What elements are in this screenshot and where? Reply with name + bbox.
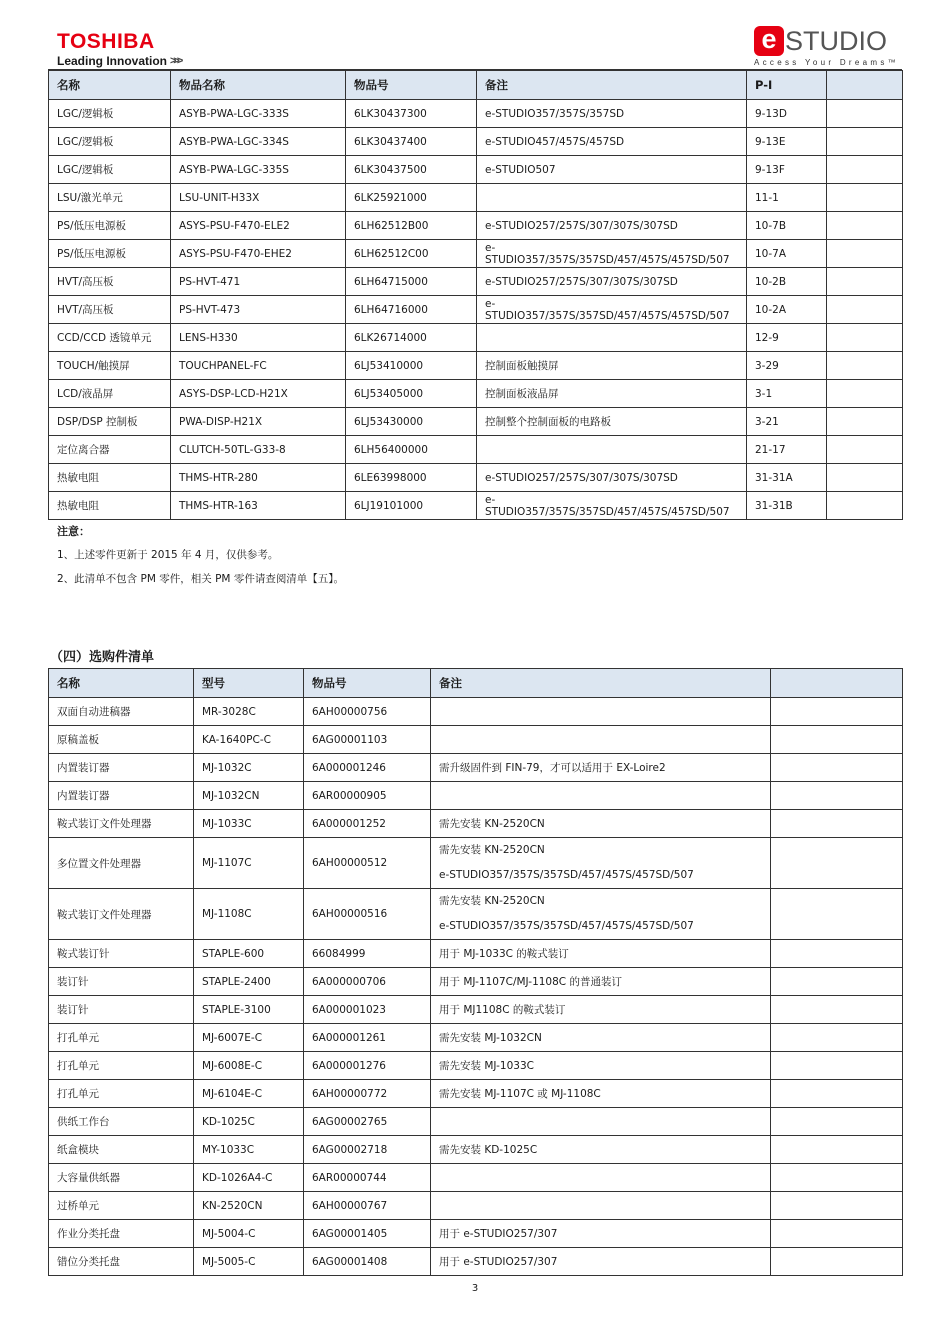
table-cell: 6AG00002765 <box>304 1108 431 1136</box>
remark-line: e-STUDIO357/357S/357SD/457/457S/457SD/507 <box>439 869 694 881</box>
remark-line: 用于 MJ1108C 的鞍式装订 <box>439 1004 566 1016</box>
remarks-cell <box>431 782 771 810</box>
table-row <box>49 1052 903 1080</box>
empty-cell <box>771 889 903 940</box>
empty-cell <box>771 1164 903 1192</box>
table-cell: ASYS-PSU-F470-ELE2 <box>171 212 346 240</box>
table-cell: ASYS-DSP-LCD-H21X <box>171 380 346 408</box>
table-cell: 定位离合器 <box>49 436 171 464</box>
table-cell: 3-1 <box>747 380 827 408</box>
table-cell: 21-17 <box>747 436 827 464</box>
note-line-1: 1、上述零件更新于 2015 年 4 月，仅供参考。 <box>57 549 279 561</box>
remarks-cell <box>431 1136 771 1164</box>
table-cell: e-STUDIO257/257S/307/307S/307SD <box>477 212 747 240</box>
remark-line: 需升级固件到 FIN-79，才可以适用于 EX-Loire2 <box>439 762 666 774</box>
table-row <box>49 464 903 492</box>
table-row <box>49 100 903 128</box>
options-section-title: （四）选购件清单 <box>50 650 155 665</box>
table-cell: LENS-H330 <box>171 324 346 352</box>
remarks-cell <box>431 1164 771 1192</box>
remark-line: 需先安装 MJ-1033C <box>439 1060 534 1072</box>
empty-cell <box>771 698 903 726</box>
table-cell: 6AG00001408 <box>304 1248 431 1276</box>
table-cell: 6LJ53430000 <box>346 408 477 436</box>
table-cell: 控制面板触摸屏 <box>477 352 747 380</box>
table-cell: 大容量供纸器 <box>49 1164 194 1192</box>
table-cell: 作业分类托盘 <box>49 1220 194 1248</box>
remark-line: e-STUDIO357/357S/357SD/457/457S/457SD/507 <box>439 920 694 932</box>
table-cell: TOUCH/触摸屏 <box>49 352 171 380</box>
table-cell: e-STUDIO507 <box>477 156 747 184</box>
remark-line: 需先安装 MJ-1107C 或 MJ-1108C <box>439 1088 601 1100</box>
remark-line: 用于 e-STUDIO257/307 <box>439 1256 558 1268</box>
table-row <box>49 184 903 212</box>
remarks-cell <box>431 996 771 1024</box>
notes-block <box>57 523 344 591</box>
table-cell <box>827 352 903 380</box>
remarks-cell <box>431 726 771 754</box>
remark-line: 需先安装 KN-2520CN <box>439 895 545 907</box>
table-cell: HVT/高压板 <box>49 296 171 324</box>
table-cell: 6A000001023 <box>304 996 431 1024</box>
estudio-wordmark: STUDIO <box>785 26 888 56</box>
table-cell: 鞍式装订针 <box>49 940 194 968</box>
empty-cell <box>771 810 903 838</box>
empty-cell <box>771 940 903 968</box>
remarks-cell <box>431 754 771 782</box>
table-cell: 12-9 <box>747 324 827 352</box>
table-cell: 过桥单元 <box>49 1192 194 1220</box>
table-row <box>49 968 903 996</box>
table-cell: 错位分类托盘 <box>49 1248 194 1276</box>
table-cell: CLUTCH-50TL-G33-8 <box>171 436 346 464</box>
table-row <box>49 754 903 782</box>
empty-cell <box>771 996 903 1024</box>
table-row <box>49 940 903 968</box>
options-col-header <box>771 669 903 698</box>
table-cell: 6AH00000512 <box>304 838 431 889</box>
table-cell: MJ-6007E-C <box>194 1024 304 1052</box>
table-cell: e-STUDIO357/357S/357SD/457/457S/457SD/507 <box>477 492 747 520</box>
table-cell: 鞍式装订文件处理器 <box>49 810 194 838</box>
table-row <box>49 1248 903 1276</box>
table-cell: 6A000001261 <box>304 1024 431 1052</box>
table-cell <box>827 492 903 520</box>
remarks-cell <box>431 838 771 889</box>
remarks-cell <box>431 1024 771 1052</box>
table-cell: ASYS-PSU-F470-EHE2 <box>171 240 346 268</box>
table-cell: LGC/逻辑板 <box>49 100 171 128</box>
parts-col-header <box>827 71 903 100</box>
table-cell: 6LK26714000 <box>346 324 477 352</box>
remarks-cell <box>431 1220 771 1248</box>
empty-cell <box>771 1080 903 1108</box>
remarks-cell <box>431 1108 771 1136</box>
table-cell: 6LH64715000 <box>346 268 477 296</box>
table-cell: 6AH00000516 <box>304 889 431 940</box>
table-cell: MR-3028C <box>194 698 304 726</box>
table-cell <box>827 268 903 296</box>
table-cell: PS-HVT-471 <box>171 268 346 296</box>
empty-cell <box>771 1220 903 1248</box>
remark-line: 需先安装 KN-2520CN <box>439 818 545 830</box>
table-row <box>49 782 903 810</box>
table-cell: MJ-1108C <box>194 889 304 940</box>
empty-cell <box>771 754 903 782</box>
table-cell: 6LH56400000 <box>346 436 477 464</box>
table-cell: e-STUDIO357/357S/357SD <box>477 100 747 128</box>
remark-line: 需先安装 KN-2520CN <box>439 844 545 856</box>
table-cell: MJ-5004-C <box>194 1220 304 1248</box>
table-cell: 3-29 <box>747 352 827 380</box>
table-cell: MJ-1032CN <box>194 782 304 810</box>
table-cell <box>477 436 747 464</box>
remarks-cell <box>431 1052 771 1080</box>
table-cell: TOUCHPANEL-FC <box>171 352 346 380</box>
table-cell <box>827 436 903 464</box>
table-cell: 6LJ19101000 <box>346 492 477 520</box>
table-cell: MJ-6104E-C <box>194 1080 304 1108</box>
table-cell: 打孔单元 <box>49 1024 194 1052</box>
remarks-cell <box>431 810 771 838</box>
table-cell: MJ-5005-C <box>194 1248 304 1276</box>
table-cell: 内置装订器 <box>49 782 194 810</box>
table-cell: 3-21 <box>747 408 827 436</box>
table-cell: 11-1 <box>747 184 827 212</box>
table-cell: HVT/高压板 <box>49 268 171 296</box>
table-cell: 10-7A <box>747 240 827 268</box>
table-cell: 纸盒模块 <box>49 1136 194 1164</box>
table-cell <box>827 128 903 156</box>
table-row <box>49 240 903 268</box>
remarks-cell <box>431 1080 771 1108</box>
table-cell: 6LH64716000 <box>346 296 477 324</box>
options-table <box>48 668 903 1276</box>
estudio-e-badge: e <box>754 26 784 56</box>
table-cell: 6AG00002718 <box>304 1136 431 1164</box>
table-cell: PS/低压电源板 <box>49 212 171 240</box>
table-cell: 6LE63998000 <box>346 464 477 492</box>
table-cell <box>827 212 903 240</box>
table-cell <box>827 408 903 436</box>
page-header <box>0 0 950 72</box>
parts-col-header: 物品名称 <box>171 71 346 100</box>
table-row <box>49 408 903 436</box>
table-row <box>49 838 903 889</box>
table-cell: e-STUDIO257/257S/307/307S/307SD <box>477 464 747 492</box>
parts-col-header: 名称 <box>49 71 171 100</box>
remark-line: 需先安装 KD-1025C <box>439 1144 538 1156</box>
table-cell: 6LH62512B00 <box>346 212 477 240</box>
remarks-cell <box>431 1192 771 1220</box>
table-row <box>49 492 903 520</box>
table-row <box>49 1136 903 1164</box>
table-cell <box>827 100 903 128</box>
table-cell: 6AG00001103 <box>304 726 431 754</box>
options-col-header: 物品号 <box>304 669 431 698</box>
remarks-cell <box>431 1248 771 1276</box>
table-row <box>49 1164 903 1192</box>
table-row <box>49 1192 903 1220</box>
chevron-arrows-icon: >>> <box>170 55 181 67</box>
table-cell: 10-7B <box>747 212 827 240</box>
table-cell: 装订针 <box>49 968 194 996</box>
empty-cell <box>771 1248 903 1276</box>
table-cell: 供纸工作台 <box>49 1108 194 1136</box>
table-cell: 打孔单元 <box>49 1052 194 1080</box>
toshiba-logo <box>57 31 180 68</box>
table-cell: 6LK30437400 <box>346 128 477 156</box>
table-cell: KN-2520CN <box>194 1192 304 1220</box>
table-cell <box>827 240 903 268</box>
table-cell: CCD/CCD 透镜单元 <box>49 324 171 352</box>
table-cell: MJ-1107C <box>194 838 304 889</box>
empty-cell <box>771 1108 903 1136</box>
table-row <box>49 1220 903 1248</box>
table-cell: e-STUDIO457/457S/457SD <box>477 128 747 156</box>
table-cell: 装订针 <box>49 996 194 1024</box>
remark-line: 用于 e-STUDIO257/307 <box>439 1228 558 1240</box>
remark-line: 用于 MJ-1107C/MJ-1108C 的普通装订 <box>439 976 622 988</box>
table-row <box>49 1080 903 1108</box>
table-cell: e-STUDIO357/357S/357SD/457/457S/457SD/507 <box>477 240 747 268</box>
table-cell: LSU-UNIT-H33X <box>171 184 346 212</box>
empty-cell <box>771 1024 903 1052</box>
table-cell: 6AH00000772 <box>304 1080 431 1108</box>
table-row <box>49 296 903 324</box>
parts-table-header <box>49 71 903 100</box>
table-cell: 热敏电阻 <box>49 464 171 492</box>
table-cell: 6AH00000756 <box>304 698 431 726</box>
remarks-cell <box>431 968 771 996</box>
table-cell: THMS-HTR-280 <box>171 464 346 492</box>
table-cell: MY-1033C <box>194 1136 304 1164</box>
table-cell: e-STUDIO257/257S/307/307S/307SD <box>477 268 747 296</box>
table-cell: STAPLE-600 <box>194 940 304 968</box>
table-cell: LGC/逻辑板 <box>49 128 171 156</box>
table-cell: 6LK25921000 <box>346 184 477 212</box>
parts-col-header: P-I <box>747 71 827 100</box>
table-row <box>49 996 903 1024</box>
table-cell: 6A000001276 <box>304 1052 431 1080</box>
table-row <box>49 352 903 380</box>
options-col-header: 名称 <box>49 669 194 698</box>
parts-col-header: 物品号 <box>346 71 477 100</box>
table-row <box>49 1108 903 1136</box>
table-cell: 31-31B <box>747 492 827 520</box>
table-cell <box>827 324 903 352</box>
empty-cell <box>771 782 903 810</box>
table-cell: 9-13F <box>747 156 827 184</box>
table-cell: LGC/逻辑板 <box>49 156 171 184</box>
table-cell: 10-2A <box>747 296 827 324</box>
options-table-body <box>49 698 903 1276</box>
table-row <box>49 436 903 464</box>
table-cell: 6AG00001405 <box>304 1220 431 1248</box>
parts-table <box>48 70 903 520</box>
table-cell: 控制整个控制面板的电路板 <box>477 408 747 436</box>
table-cell: 控制面板液晶屏 <box>477 380 747 408</box>
table-cell: 6AR00000744 <box>304 1164 431 1192</box>
empty-cell <box>771 968 903 996</box>
empty-cell <box>771 838 903 889</box>
table-cell: PWA-DISP-H21X <box>171 408 346 436</box>
table-cell: 10-2B <box>747 268 827 296</box>
table-row <box>49 889 903 940</box>
table-cell: 66084999 <box>304 940 431 968</box>
table-cell: 6LH62512C00 <box>346 240 477 268</box>
table-cell <box>477 324 747 352</box>
table-cell: 31-31A <box>747 464 827 492</box>
table-cell: LSU/激光单元 <box>49 184 171 212</box>
options-col-header: 型号 <box>194 669 304 698</box>
table-row <box>49 156 903 184</box>
table-row <box>49 1024 903 1052</box>
table-cell: 内置装订器 <box>49 754 194 782</box>
table-cell: KD-1025C <box>194 1108 304 1136</box>
table-cell: 6LJ53410000 <box>346 352 477 380</box>
table-cell: 9-13E <box>747 128 827 156</box>
table-cell <box>477 184 747 212</box>
page-number: 3 <box>471 1283 479 1294</box>
table-cell: KA-1640PC-C <box>194 726 304 754</box>
table-cell: PS-HVT-473 <box>171 296 346 324</box>
remark-line: 需先安装 MJ-1032CN <box>439 1032 542 1044</box>
table-cell: 6LJ53405000 <box>346 380 477 408</box>
table-cell: 9-13D <box>747 100 827 128</box>
table-cell: PS/低压电源板 <box>49 240 171 268</box>
empty-cell <box>771 1136 903 1164</box>
table-row <box>49 212 903 240</box>
table-cell: DSP/DSP 控制板 <box>49 408 171 436</box>
tagline-text: Leading Innovation <box>57 54 167 68</box>
brand-name: TOSHIBA <box>57 30 155 53</box>
table-cell: 6A000001252 <box>304 810 431 838</box>
remarks-cell <box>431 940 771 968</box>
note-line-2: 2、此清单不包含 PM 零件，相关 PM 零件请查阅清单【五】。 <box>57 573 345 585</box>
estudio-slogan: Access Your Dreams™ <box>754 58 899 67</box>
table-cell: THMS-HTR-163 <box>171 492 346 520</box>
table-cell: KD-1026A4-C <box>194 1164 304 1192</box>
table-cell: STAPLE-3100 <box>194 996 304 1024</box>
table-cell: ASYB-PWA-LGC-333S <box>171 100 346 128</box>
table-cell: ASYB-PWA-LGC-334S <box>171 128 346 156</box>
table-cell: MJ-1033C <box>194 810 304 838</box>
table-cell: 6AH00000767 <box>304 1192 431 1220</box>
parts-col-header: 备注 <box>477 71 747 100</box>
table-cell <box>827 296 903 324</box>
table-cell: ASYB-PWA-LGC-335S <box>171 156 346 184</box>
table-cell: MJ-1032C <box>194 754 304 782</box>
remarks-cell <box>431 889 771 940</box>
options-col-header: 备注 <box>431 669 771 698</box>
table-cell: e-STUDIO357/357S/357SD/457/457S/457SD/507 <box>477 296 747 324</box>
table-cell: 鞍式装订文件处理器 <box>49 889 194 940</box>
table-row <box>49 380 903 408</box>
table-cell: 原稿盖板 <box>49 726 194 754</box>
table-cell: 6AR00000905 <box>304 782 431 810</box>
parts-table-body <box>49 100 903 520</box>
table-cell <box>827 184 903 212</box>
table-row <box>49 810 903 838</box>
table-cell: 6A000001246 <box>304 754 431 782</box>
table-row <box>49 698 903 726</box>
estudio-logo <box>754 24 899 70</box>
table-cell: 双面自动进稿器 <box>49 698 194 726</box>
table-cell: 热敏电阻 <box>49 492 171 520</box>
table-row <box>49 268 903 296</box>
remark-line: 用于 MJ-1033C 的鞍式装订 <box>439 948 569 960</box>
remarks-cell <box>431 698 771 726</box>
empty-cell <box>771 1052 903 1080</box>
table-cell: 多位置文件处理器 <box>49 838 194 889</box>
brand-tagline <box>57 54 180 68</box>
table-cell: 6A000000706 <box>304 968 431 996</box>
table-cell <box>827 156 903 184</box>
table-row <box>49 726 903 754</box>
table-cell: 6LK30437300 <box>346 100 477 128</box>
table-cell <box>827 380 903 408</box>
empty-cell <box>771 726 903 754</box>
table-cell: MJ-6008E-C <box>194 1052 304 1080</box>
table-cell: STAPLE-2400 <box>194 968 304 996</box>
table-cell: 打孔单元 <box>49 1080 194 1108</box>
table-row <box>49 128 903 156</box>
table-cell <box>827 464 903 492</box>
table-cell: 6LK30437500 <box>346 156 477 184</box>
table-cell: LCD/液晶屏 <box>49 380 171 408</box>
notes-title: 注意： <box>57 525 90 538</box>
empty-cell <box>771 1192 903 1220</box>
table-row <box>49 324 903 352</box>
options-table-header <box>49 669 903 698</box>
